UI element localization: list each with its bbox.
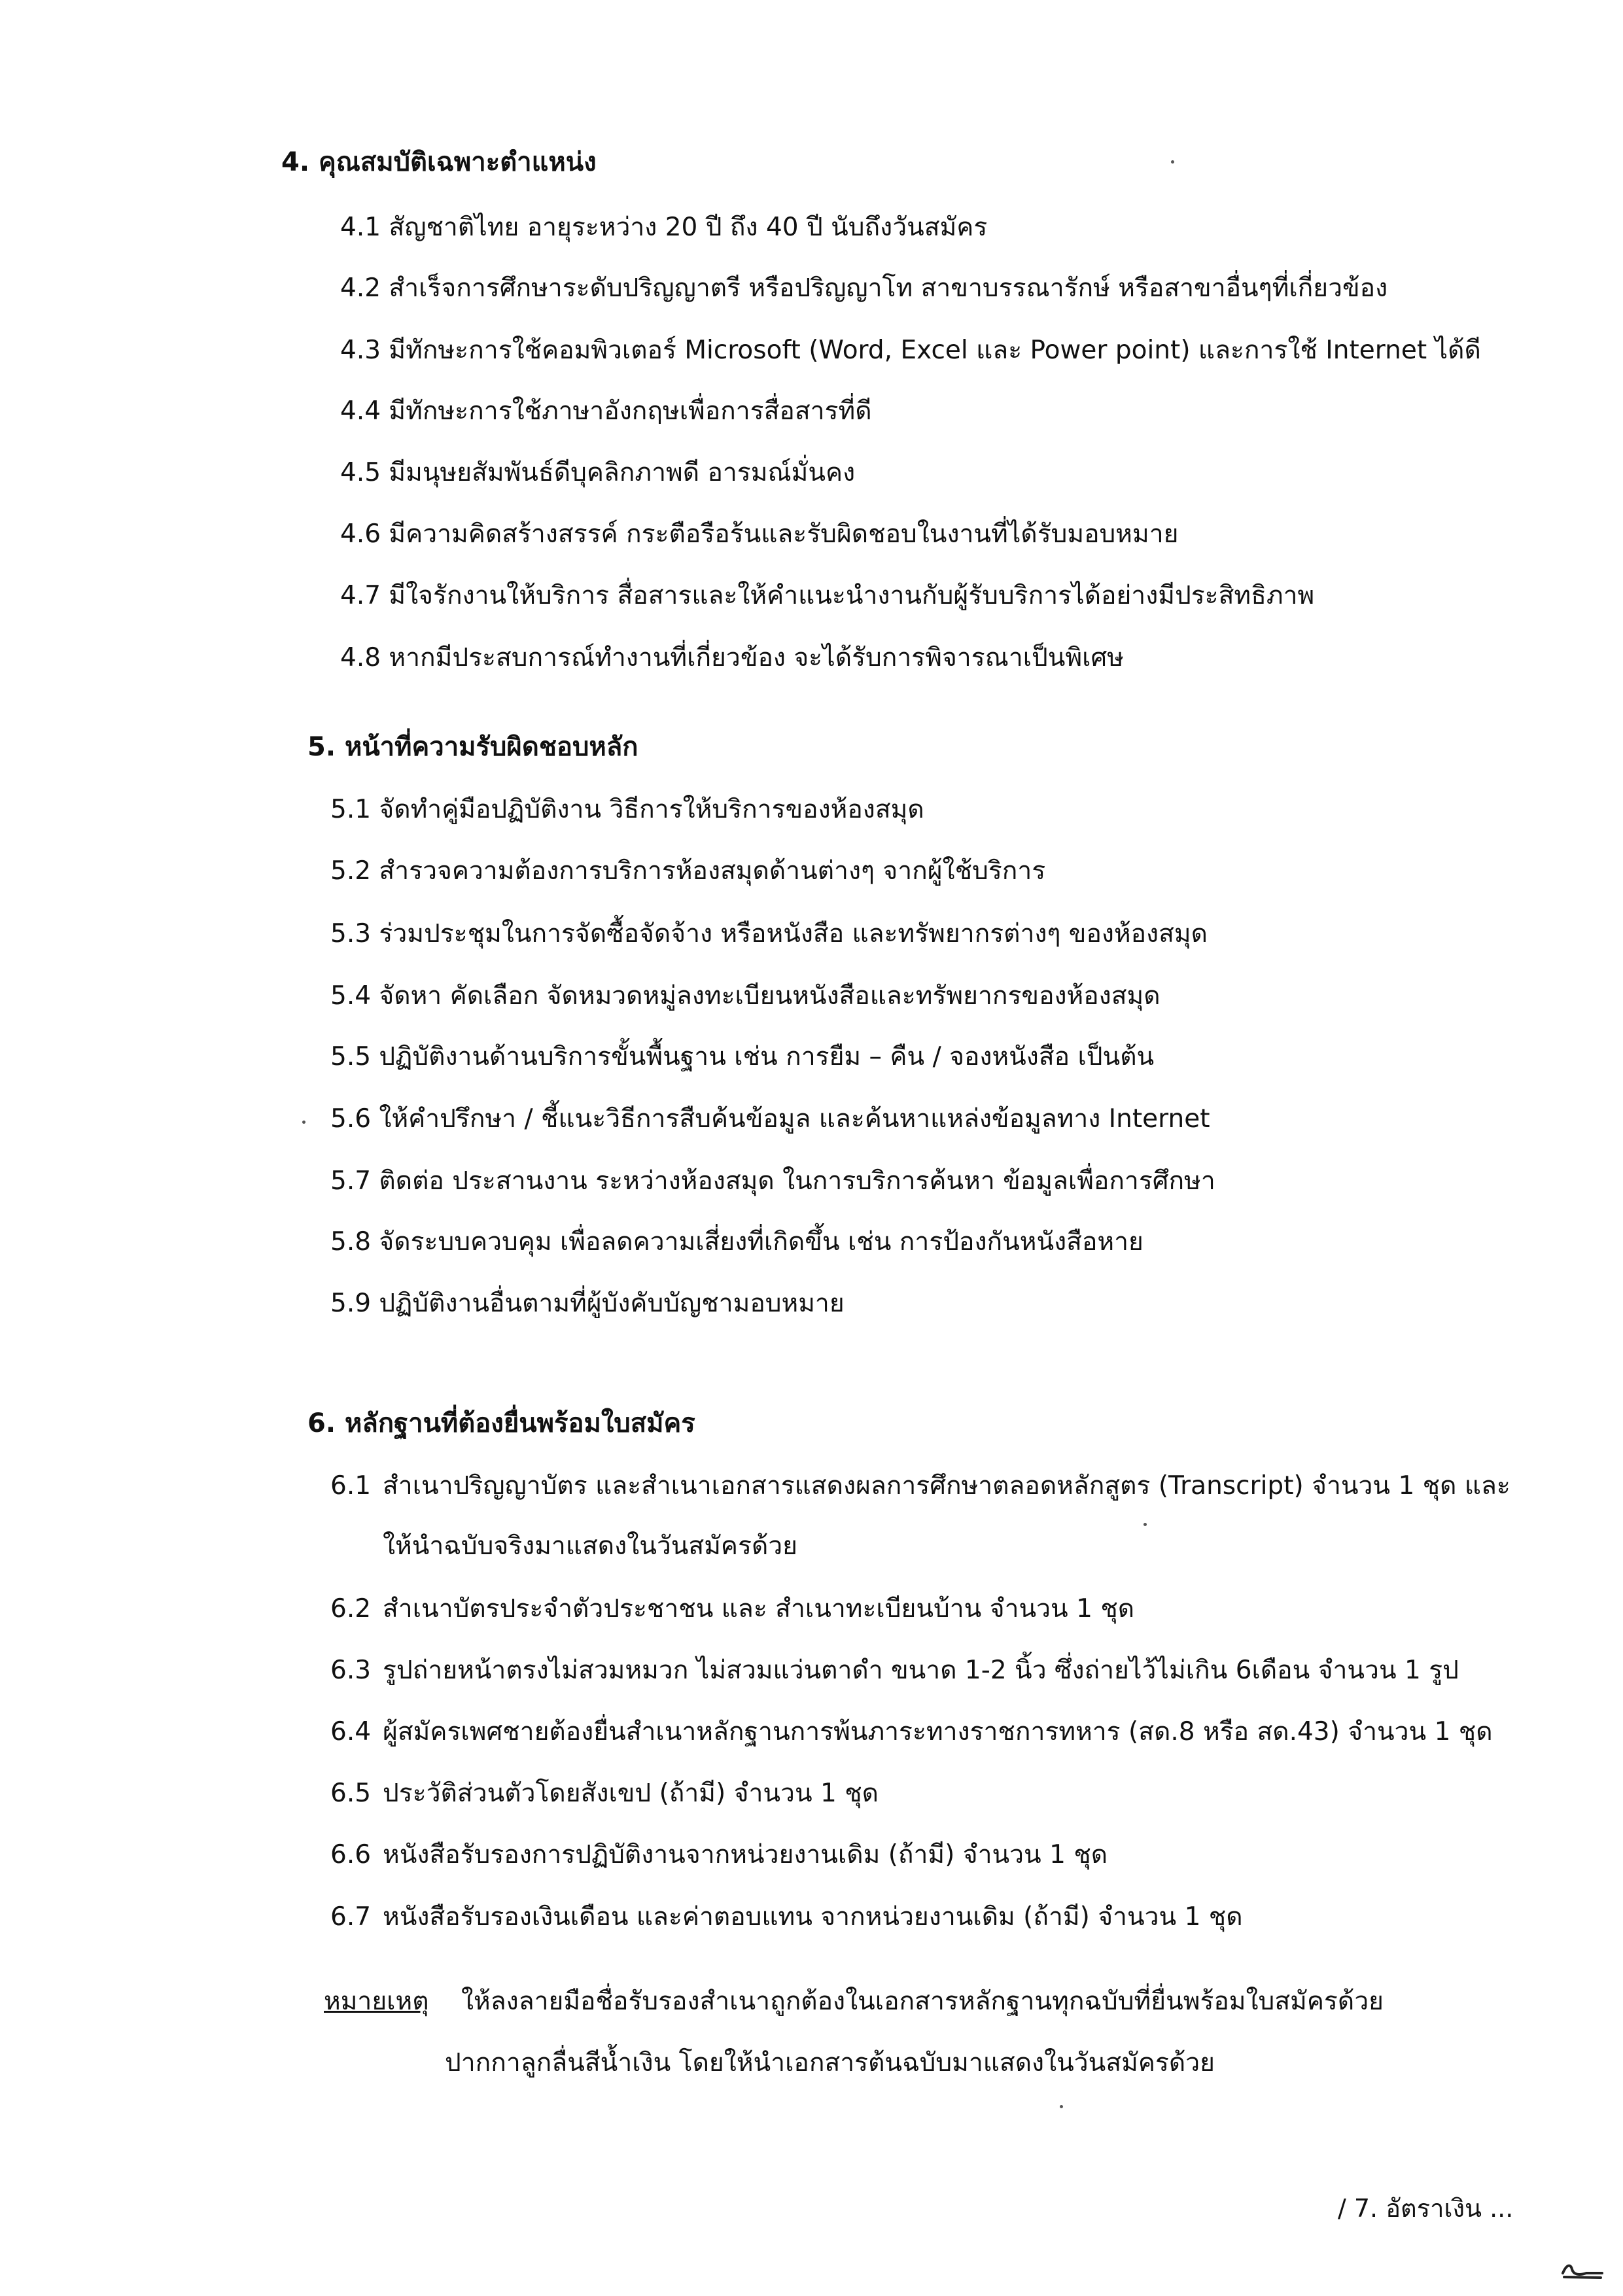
note-label: หมายเหตุ: [324, 1987, 429, 2016]
section-5-item-5: 5.5 ปฏิบัติงานด้านบริการขั้นพื้นฐาน เช่น การยืม – คืน / จองหนังสือ เป็นต้น: [330, 1042, 1155, 1071]
section-6-item-6-number: 6.6: [330, 1840, 372, 1870]
section-6-item-3-text: รูปถ่ายหน้าตรงไม่สวมหมวก ไม่สวมแว่นตาดำ ขนาด 1-2 นิ้ว ซึ่งถ่ายไว้ไม่เกิน 6เดือน จำนวน 1 รูป: [383, 1656, 1459, 1685]
note-line-2: ปากกาลูกลื่นสีน้ำเงิน โดยให้นำเอกสารต้นฉบับมาแสดงในวันสมัครด้วย: [445, 2048, 1215, 2078]
section-5-item-4: 5.4 จัดหา คัดเลือก จัดหมวดหมู่ลงทะเบียนหนังสือและทรัพยากรของห้องสมุด: [330, 981, 1161, 1011]
section-4-item-3: 4.3 มีทักษะการใช้คอมพิวเตอร์ Microsoft (Word, Excel และ Power point) และการใช้ Internet ได้ดี: [340, 336, 1481, 365]
section-6-item-6-text: หนังสือรับรองการปฏิบัติงานจากหน่วยงานเดิม (ถ้ามี) จำนวน 1 ชุด: [383, 1840, 1108, 1870]
section-5-item-6: 5.6 ให้คำปรึกษา / ชี้แนะวิธีการสืบค้นข้อมูล และค้นหาแหล่งข้อมูลทาง Internet: [330, 1104, 1210, 1134]
note-line-1: ให้ลงลายมือชื่อรับรองสำเนาถูกต้องในเอกสารหลักฐานทุกฉบับที่ยื่นพร้อมใบสมัครด้วย: [461, 1987, 1384, 2016]
section-5-item-3: 5.3 ร่วมประชุมในการจัดซื้อจัดจ้าง หรือหนังสือ และทรัพยากรต่างๆ ของห้องสมุด: [330, 919, 1208, 948]
section-5-item-9: 5.9 ปฏิบัติงานอื่นตามที่ผู้บังคับบัญชามอบหมาย: [330, 1289, 845, 1318]
section-5-item-8: 5.8 จัดระบบควบคุม เพื่อลดความเสี่ยงที่เกิดขึ้น เช่น การป้องกันหนังสือหาย: [330, 1227, 1143, 1257]
section-5-item-7: 5.7 ติดต่อ ประสานงาน ระหว่างห้องสมุด ในการบริการค้นหา ข้อมูลเพื่อการศึกษา: [330, 1166, 1215, 1196]
scan-speck: [302, 1121, 305, 1124]
section-4-item-2: 4.2 สำเร็จการศึกษาระดับปริญญาตรี หรือปริญญาโท สาขาบรรณารักษ์ หรือสาขาอื่นๆที่เกี่ยวข้อง: [340, 273, 1388, 303]
section-6-item-5-text: ประวัติส่วนตัวโดยสังเขป (ถ้ามี) จำนวน 1 ชุด: [383, 1779, 879, 1808]
section-6-item-2-number: 6.2: [330, 1594, 372, 1624]
section-6-item-2-text: สำเนาบัตรประจำตัวประชาชน และ สำเนาทะเบียนบ้าน จำนวน 1 ชุด: [383, 1594, 1135, 1624]
handwritten-initials: [1560, 2260, 1606, 2280]
section-4-item-4: 4.4 มีทักษะการใช้ภาษาอังกฤษเพื่อการสื่อสารที่ดี: [340, 396, 872, 426]
scan-speck: [1171, 160, 1174, 164]
page-continuation: / 7. อัตราเงิน ...: [1338, 2194, 1514, 2223]
section-5-item-1: 5.1 จัดทำคู่มือปฏิบัติงาน วิธีการให้บริการของห้องสมุด: [330, 795, 924, 824]
section-6-item-1-text: สำเนาปริญญาบัตร และสำเนาเอกสารแสดงผลการศึกษาตลอดหลักสูตร (Transcript) จำนวน 1 ชุด และ: [383, 1471, 1510, 1501]
section-6-item-5-number: 6.5: [330, 1779, 372, 1808]
section-4-item-1: 4.1 สัญชาติไทย อายุระหว่าง 20 ปี ถึง 40 ปี นับถึงวันสมัคร: [340, 213, 988, 242]
scan-speck: [1060, 2105, 1063, 2108]
section-4-item-7: 4.7 มีใจรักงานให้บริการ สื่อสารและให้คำแนะนำงานกับผู้รับบริการได้อย่างมีประสิทธิภาพ: [340, 581, 1315, 610]
section-6-item-1-number: 6.1: [330, 1471, 372, 1501]
section-4-item-6: 4.6 มีความคิดสร้างสรรค์ กระตือรือร้นและรับผิดชอบในงานที่ได้รับมอบหมาย: [340, 519, 1179, 549]
section-6-item-3-number: 6.3: [330, 1656, 372, 1685]
section-6-item-7-number: 6.7: [330, 1902, 372, 1932]
section-5-item-2: 5.2 สำรวจความต้องการบริการห้องสมุดด้านต่างๆ จากผู้ใช้บริการ: [330, 856, 1046, 886]
section-5-heading: 5. หน้าที่ความรับผิดชอบหลัก: [307, 732, 638, 762]
section-4-heading: 4. คุณสมบัติเฉพาะตำแหน่ง: [281, 147, 597, 177]
section-6-item-1-continuation: ให้นำฉบับจริงมาแสดงในวันสมัครด้วย: [383, 1531, 798, 1561]
section-6-item-7-text: หนังสือรับรองเงินเดือน และค่าตอบแทน จากหน่วยงานเดิม (ถ้ามี) จำนวน 1 ชุด: [383, 1902, 1243, 1932]
section-6-item-4-number: 6.4: [330, 1717, 372, 1747]
scan-speck: [1143, 1523, 1147, 1526]
section-4-item-8: 4.8 หากมีประสบการณ์ทำงานที่เกี่ยวข้อง จะได้รับการพิจารณาเป็นพิเศษ: [340, 643, 1124, 672]
section-6-heading: 6. หลักฐานที่ต้องยื่นพร้อมใบสมัคร: [307, 1408, 695, 1438]
section-6-item-4-text: ผู้สมัครเพศชายต้องยื่นสำเนาหลักฐานการพ้นภาระทางราชการทหาร (สด.8 หรือ สด.43) จำนวน 1 ชุด: [383, 1717, 1493, 1747]
section-4-item-5: 4.5 มีมนุษยสัมพันธ์ดีบุคลิกภาพดี อารมณ์มั่นคง: [340, 458, 856, 487]
